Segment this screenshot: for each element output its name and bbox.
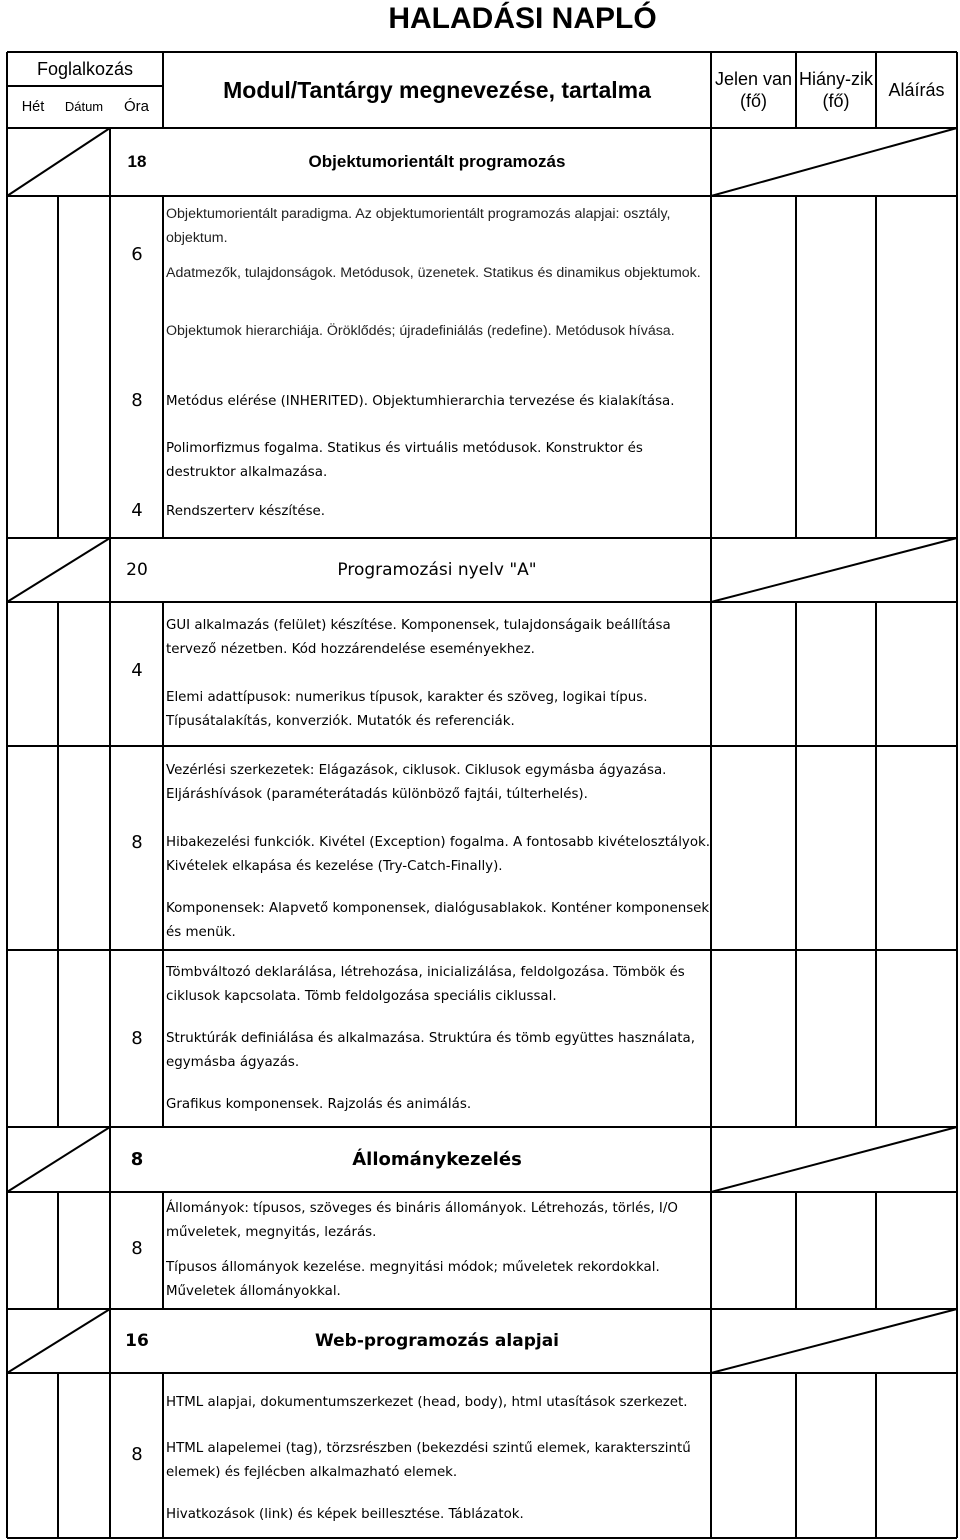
topic-item: Állományok: típusos, szöveges és bináris állományok. Létrehozás, törlés, I/O műveletek, megnyitás, lezárás. (166, 1201, 678, 1240)
header-jelen-van: Jelen van (fő) (714, 68, 793, 111)
group-hours: 8 (131, 1238, 143, 1259)
topic-item: Polimorfizmus fogalma. Statikus és virtuális metódusok. Konstruktor és destruktor alkalmazása. (166, 441, 643, 480)
section-heading (110, 1309, 710, 1373)
topic-item: Grafikus komponensek. Rajzolás és animálás. (166, 1097, 472, 1112)
group-hours: 8 (131, 832, 143, 853)
header-het: Hét (21, 98, 45, 115)
group-hours: 4 (131, 500, 143, 521)
group-hours: 8 (131, 1028, 143, 1049)
section-hours: 20 (126, 560, 148, 580)
topic-item: HTML alapjai, dokumentumszerkezet (head, body), html utasítások szerkezet. (166, 1395, 688, 1410)
topic-item: Rendszerterv készítése. (166, 504, 326, 519)
group-hours: 8 (131, 1444, 143, 1465)
section-name: Programozási nyelv "A" (337, 560, 537, 580)
topic-item: Hibakezelési funkciók. Kivétel (Exception) fogalma. A fontosabb kivételosztályok. Kivételek elkapása és kezelése (Try-Catch-Finally). (166, 835, 711, 874)
section-heading (110, 538, 710, 602)
header-ora: Óra (123, 97, 149, 115)
topic-item: Struktúrák definiálása és alkalmazása. Struktúra és tömb együttes használata, egymásba ágyazás. (166, 1031, 695, 1070)
header-foglalkozas: Foglalkozás (36, 58, 134, 79)
group-hours: 6 (131, 244, 143, 265)
section-hours: 8 (130, 1149, 144, 1170)
group-hours: 8 (131, 390, 143, 411)
topic-item: Objektumorientált paradigma. Az objektumorientált programozás alapjai: osztály, objektum. (166, 206, 671, 246)
group-hours: 4 (131, 660, 143, 681)
section-name: Állománykezelés (352, 1149, 522, 1170)
topic-item: Vezérlési szerkezetek: Elágazások, ciklusok. Ciklusok egymásba ágyazása. Eljáráshívások (paraméterátadás különböző fajtái, túlterhelés). (166, 763, 667, 802)
section-heading (110, 128, 710, 196)
section-heading (110, 1127, 710, 1192)
topic-item: Komponensek: Alapvető komponensek, dialógusablakok. Konténer komponensek és menük. (166, 901, 710, 940)
topic-item: Elemi adattípusok: numerikus típusok, karakter és szöveg, logikai típus. Típusátalakítás, konverziók. Mutatók és referenciák. (166, 690, 648, 729)
header-hianyzik: Hiány-zik (fő) (798, 68, 873, 111)
topic-item: Adatmezők, tulajdonságok. Metódusok, üzenetek. Statikus és dinamikus objektumok. (166, 265, 701, 281)
topic-item: HTML alapelemei (tag), törzsrészben (bekezdési szintű elemek, karakterszintű elemek) és fejlécben alkalmazható elemek. (166, 1441, 691, 1480)
section-name: Web-programozás alapjai (314, 1331, 560, 1351)
section-hours: 18 (127, 152, 147, 171)
topic-item: Hivatkozások (link) és képek beillesztése. Táblázatok. (166, 1507, 524, 1522)
topic-item: Metódus elérése (INHERITED). Objektumhierarchia tervezése és kialakítása. (166, 394, 675, 409)
section-name: Objektumorientált programozás (308, 152, 566, 171)
topic-item: Típusos állományok kezelése. megnyitási módok; műveletek rekordokkal. Műveletek állományokkal. (166, 1260, 660, 1299)
topic-item: GUI alkalmazás (felület) készítése. Komponensek, tulajdonságaik beállítása tervező nézetben. Kód hozzárendelése eseményekhez. (166, 618, 671, 657)
header-alairas: Aláírás (888, 79, 945, 100)
header-datum: Dátum (64, 98, 104, 114)
section-hours: 16 (125, 1331, 149, 1351)
header-modul: Modul/Tantárgy megnevezése, tartalma (223, 76, 651, 103)
page-title: HALADÁSI NAPLÓ (388, 2, 657, 35)
topic-item: Objektumok hierarchiája. Öröklődés; újradefiniálás (redefine). Metódusok hívása. (166, 323, 675, 339)
topic-item: Tömbváltozó deklarálása, létrehozása, inicializálása, feldolgozása. Tömbök és ciklusok kapcsolata. Tömb feldolgozása speciális ciklussal. (166, 965, 685, 1004)
